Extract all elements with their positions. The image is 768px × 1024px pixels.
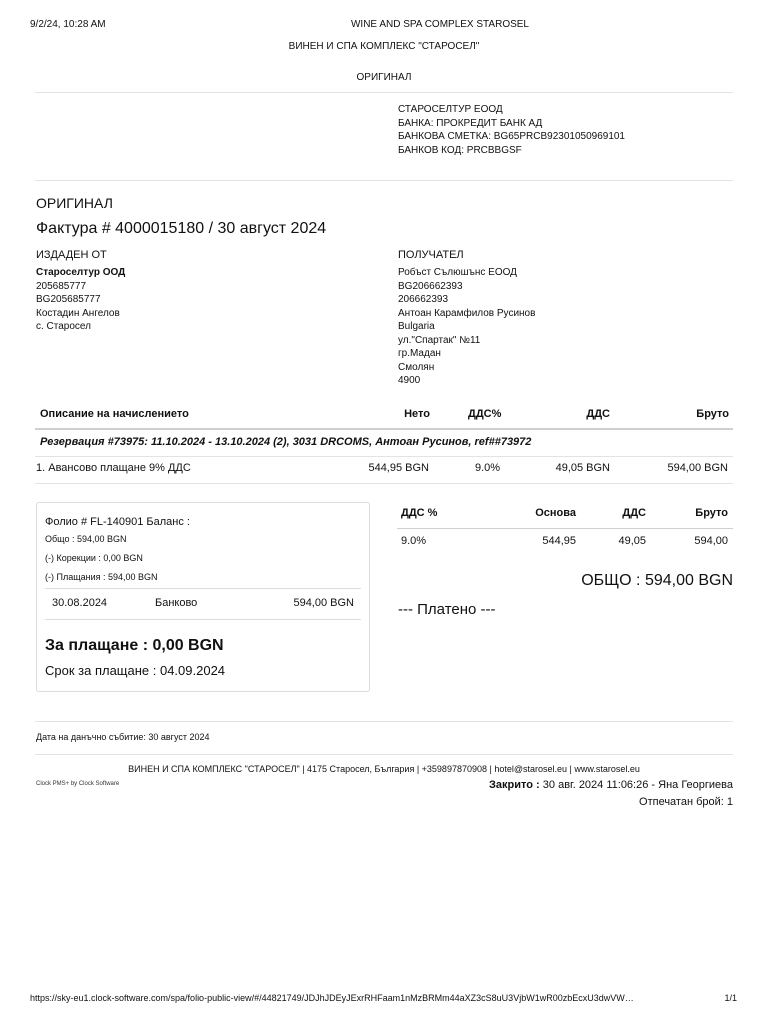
closed-value: 30 авг. 2024 11:06:26 - Яна Георгиева <box>542 779 733 791</box>
vat-col-gross: Бруто <box>695 507 728 519</box>
print-url: https://sky-eu1.clock-software.com/spa/folio-public-view/#/44821749/JDJhJDEyJExrRHFaam1nMzBRMm44aXZ3cS8uU3VjbW1wR00zbEcxU3dwVW… <box>30 993 634 1003</box>
divider <box>45 588 361 589</box>
folio-box <box>36 502 370 692</box>
recipient-line: Bulgaria <box>398 321 435 332</box>
bank-code: БАНКОВ КОД: PRCBBGSF <box>398 144 522 156</box>
footer-contact: ВИНЕН И СПА КОМПЛЕКС "СТАРОСЕЛ" | 4175 Старосел, България | +359897870908 | hotel@starosel.eu | www.starosel.eu <box>128 764 640 774</box>
vat-row-pct: 9.0% <box>401 535 427 547</box>
payment-method: Банково <box>155 597 198 609</box>
vat-row-gross: 594,00 <box>694 535 728 547</box>
payment-date: 30.08.2024 <box>52 597 108 609</box>
print-page-count: 1/1 <box>724 993 737 1003</box>
folio-total: Общо : 594,00 BGN <box>45 534 127 544</box>
charge-net: 544,95 BGN <box>368 462 429 474</box>
company-name: ВИНЕН И СПА КОМПЛЕКС "СТАРОСЕЛ" <box>288 41 480 52</box>
vat-row-vat: 49,05 <box>618 535 646 547</box>
grand-total: ОБЩО : 594,00 BGN <box>581 572 733 589</box>
table-header-rule <box>35 428 733 430</box>
tax-event-date: Дата на данъчно събитие: 30 август 2024 <box>36 732 210 742</box>
vat-row-base: 544,95 <box>542 535 576 547</box>
charge-vat: 49,05 BGN <box>555 462 610 474</box>
issuer-line: 205685777 <box>36 280 87 292</box>
divider <box>45 619 361 620</box>
col-gross: Бруто <box>696 408 729 420</box>
charge-vat-pct: 9.0% <box>475 462 501 474</box>
vat-col-vat: ДДС <box>622 507 646 519</box>
recipient-line: 4900 <box>398 375 421 386</box>
bank-company: СТАРОСЕЛТУР ЕООД <box>398 104 503 115</box>
invoice-copy-label: ОРИГИНАЛ <box>36 195 113 211</box>
recipient-block <box>398 266 535 388</box>
issuer-name: Староселтур ООД <box>36 267 126 278</box>
folio-corrections: (-) Корекции : 0,00 BGN <box>45 553 143 563</box>
recipient-line: 206662393 <box>398 294 449 305</box>
payment-amount: 594,00 BGN <box>293 597 354 609</box>
recipient-line: Антоан Карамфилов Русинов <box>398 307 536 319</box>
software-credit: Clock PMS+ by Clock Software <box>36 781 120 787</box>
recipient-line: Смолян <box>398 361 435 373</box>
bank-details <box>398 103 625 157</box>
divider <box>35 456 733 457</box>
divider <box>35 754 733 755</box>
divider <box>35 483 733 484</box>
vat-col-pct: ДДС % <box>401 507 438 519</box>
col-net: Нето <box>404 408 430 420</box>
folio-payments: (-) Плащания : 594,00 BGN <box>45 572 158 582</box>
print-page-title: WINE AND SPA COMPLEX STAROSEL <box>350 19 529 30</box>
printed-count: Отпечатан брой: 1 <box>639 796 733 808</box>
recipient-line: Робъст Сълюшънс ЕООД <box>398 267 517 278</box>
closed-label: Закрито : <box>489 779 540 791</box>
due-date: Срок за плащане : 04.09.2024 <box>45 663 226 678</box>
bank-name: БАНКА: ПРОКРЕДИТ БАНК АД <box>398 117 543 129</box>
issuer-line: с. Старосел <box>36 321 91 332</box>
recipient-line: ул."Спартак" №11 <box>398 334 481 346</box>
issuer-heading: ИЗДАДЕН ОТ <box>36 249 107 261</box>
paid-status: --- Платено --- <box>398 601 496 618</box>
col-vat: ДДС <box>586 408 610 420</box>
col-vat-pct: ДДС% <box>468 408 502 420</box>
col-description: Описание на начислението <box>40 408 189 420</box>
folio-title: Фолио # FL-140901 Баланс : <box>45 516 190 528</box>
invoice-title: Фактура # 4000015180 / 30 август 2024 <box>36 220 327 237</box>
amount-due: За плащане : 0,00 BGN <box>45 637 224 654</box>
charge-description: 1. Авансово плащане 9% ДДС <box>36 462 191 474</box>
divider <box>35 92 733 93</box>
vat-header-rule <box>397 528 733 529</box>
recipient-line: гр.Мадан <box>398 348 441 359</box>
recipient-heading: ПОЛУЧАТЕЛ <box>398 249 464 261</box>
bank-account: БАНКОВА СМЕТКА: BG65PRCB92301050969101 <box>398 131 625 142</box>
issuer-line: BG205685777 <box>36 294 101 305</box>
print-datetime: 9/2/24, 10:28 AM <box>30 19 106 30</box>
vat-col-base: Основа <box>535 507 576 519</box>
issuer-line: Костадин Ангелов <box>36 307 120 319</box>
copy-label-top: ОРИГИНАЛ <box>356 72 412 83</box>
closed-info <box>400 779 733 791</box>
charge-gross: 594,00 BGN <box>667 462 728 474</box>
recipient-line: BG206662393 <box>398 280 463 292</box>
divider <box>35 721 733 722</box>
issuer-block <box>36 266 125 334</box>
reservation-line: Резервация #73975: 11.10.2024 - 13.10.2024 (2), 3031 DRCOMS, Антоан Русинов, ref##73972 <box>40 436 532 448</box>
divider <box>35 180 733 181</box>
